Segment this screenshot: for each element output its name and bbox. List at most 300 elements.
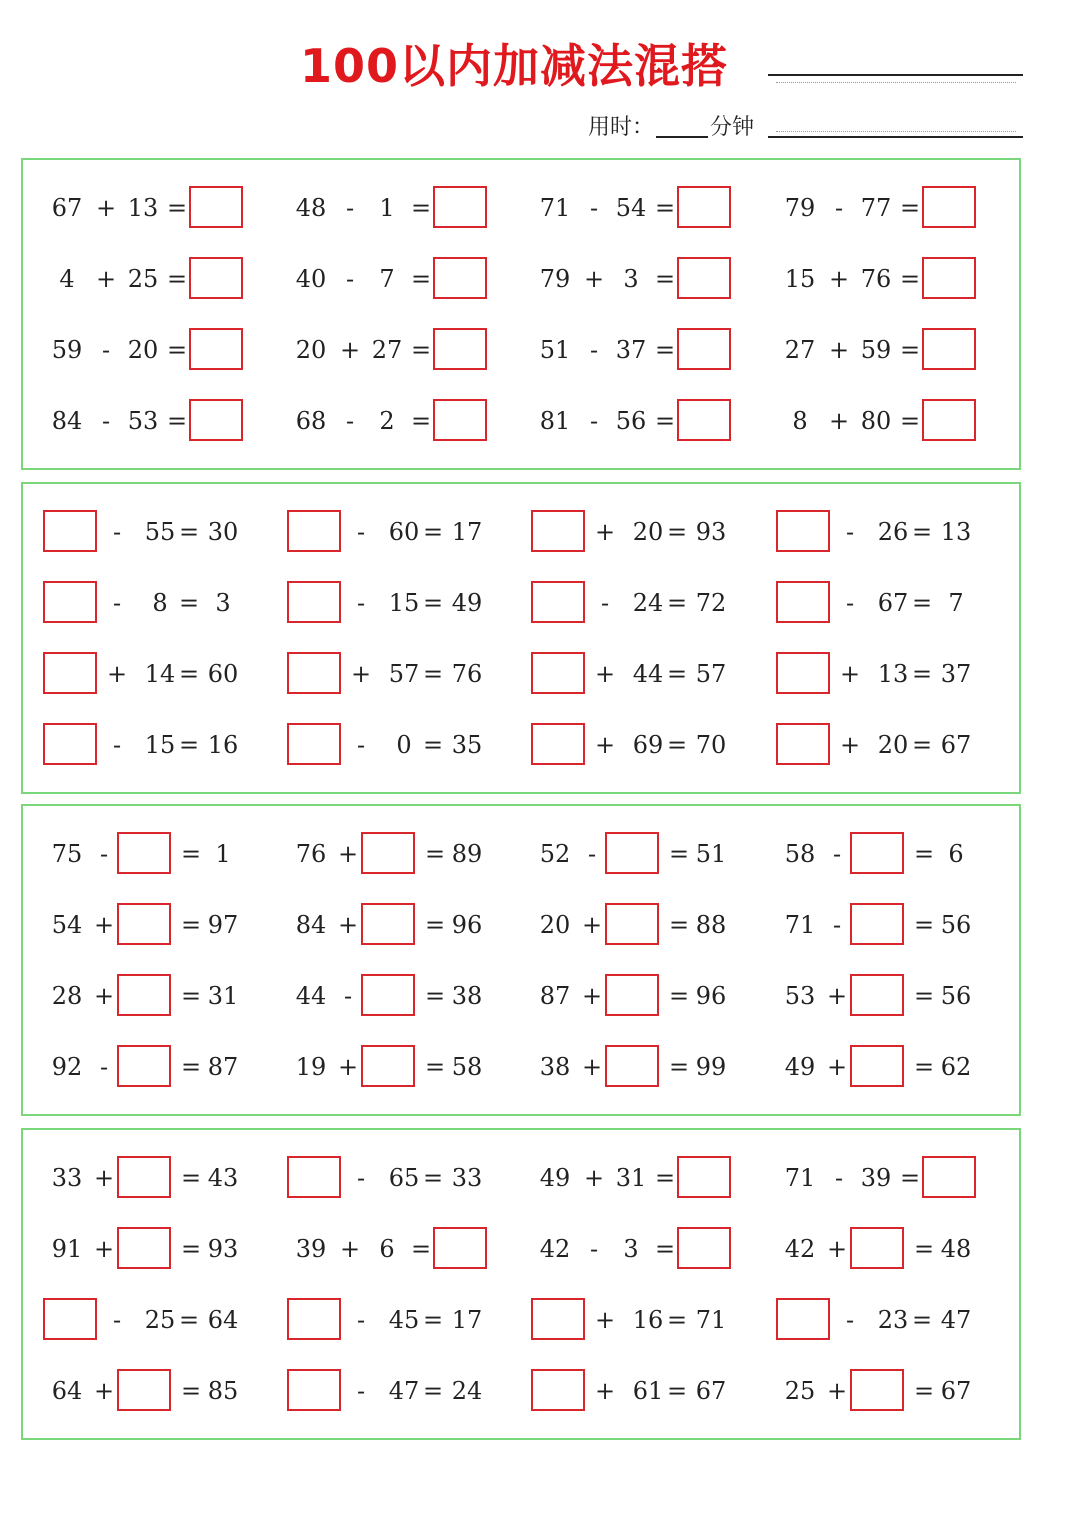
operator: - bbox=[99, 1053, 109, 1081]
answer-box[interactable] bbox=[361, 832, 415, 874]
number: 4 bbox=[59, 265, 75, 293]
equals-sign: = bbox=[911, 518, 933, 546]
page-title: 100以内加减法混搭 bbox=[300, 39, 729, 93]
number: 80 bbox=[860, 407, 892, 435]
equation bbox=[43, 652, 253, 696]
answer-box[interactable] bbox=[677, 1156, 731, 1198]
number: 13 bbox=[127, 194, 159, 222]
number: 49 bbox=[784, 1053, 816, 1081]
equation bbox=[43, 723, 253, 767]
operator: + bbox=[594, 518, 616, 546]
number: 84 bbox=[51, 407, 83, 435]
equation bbox=[776, 903, 986, 947]
answer-box[interactable] bbox=[922, 399, 976, 441]
answer-box[interactable] bbox=[922, 328, 976, 370]
equation bbox=[776, 832, 986, 876]
number: 77 bbox=[860, 194, 892, 222]
operator: - bbox=[589, 336, 599, 364]
number: 79 bbox=[539, 265, 571, 293]
answer-box[interactable] bbox=[287, 652, 341, 694]
number: 33 bbox=[451, 1164, 483, 1192]
number: 56 bbox=[940, 911, 972, 939]
number: 1 bbox=[215, 840, 231, 868]
number: 51 bbox=[539, 336, 571, 364]
equals-sign: = bbox=[424, 1053, 446, 1081]
answer-box[interactable] bbox=[677, 399, 731, 441]
operator: - bbox=[101, 336, 111, 364]
equals-sign: = bbox=[424, 982, 446, 1010]
equals-sign: = bbox=[422, 589, 444, 617]
equation bbox=[287, 1369, 497, 1413]
operator: - bbox=[99, 840, 109, 868]
answer-box[interactable] bbox=[43, 723, 97, 765]
operator: + bbox=[95, 194, 117, 222]
equation bbox=[43, 328, 253, 372]
number: 79 bbox=[784, 194, 816, 222]
operator: + bbox=[581, 911, 603, 939]
time-row bbox=[588, 110, 754, 141]
operator: - bbox=[345, 265, 355, 293]
equation bbox=[43, 257, 253, 301]
operator: - bbox=[834, 1164, 844, 1192]
equation bbox=[531, 1369, 741, 1413]
operator: - bbox=[101, 407, 111, 435]
operator: + bbox=[337, 840, 359, 868]
answer-box[interactable] bbox=[433, 1227, 487, 1269]
number: 15 bbox=[784, 265, 816, 293]
equals-sign: = bbox=[911, 731, 933, 759]
number: 20 bbox=[877, 731, 909, 759]
equals-sign: = bbox=[180, 1377, 202, 1405]
number: 25 bbox=[127, 265, 159, 293]
answer-box[interactable] bbox=[531, 510, 585, 552]
equals-sign: = bbox=[913, 1235, 935, 1263]
equation bbox=[531, 974, 741, 1018]
answer-box[interactable] bbox=[531, 1298, 585, 1340]
time-label: 用时： bbox=[588, 115, 655, 140]
equation bbox=[43, 1045, 253, 1089]
number: 39 bbox=[295, 1235, 327, 1263]
number: 65 bbox=[388, 1164, 420, 1192]
answer-box[interactable] bbox=[677, 328, 731, 370]
answer-box[interactable] bbox=[776, 652, 830, 694]
answer-box[interactable] bbox=[43, 1298, 97, 1340]
equation bbox=[43, 974, 253, 1018]
equation bbox=[531, 186, 741, 230]
equals-sign: = bbox=[166, 265, 188, 293]
number: 8 bbox=[792, 407, 808, 435]
number: 59 bbox=[51, 336, 83, 364]
equals-sign: = bbox=[178, 518, 200, 546]
answer-box[interactable] bbox=[117, 974, 171, 1016]
equals-sign: = bbox=[422, 660, 444, 688]
answer-box[interactable] bbox=[531, 1369, 585, 1411]
number: 81 bbox=[539, 407, 571, 435]
number: 59 bbox=[860, 336, 892, 364]
number: 54 bbox=[615, 194, 647, 222]
equation bbox=[287, 723, 497, 767]
equals-sign: = bbox=[422, 1306, 444, 1334]
answer-box[interactable] bbox=[433, 257, 487, 299]
equation bbox=[43, 186, 253, 230]
operator: - bbox=[589, 194, 599, 222]
operator: + bbox=[339, 336, 361, 364]
time-unit: 分钟 bbox=[710, 115, 755, 140]
operator: - bbox=[356, 518, 366, 546]
number: 31 bbox=[207, 982, 239, 1010]
operator: + bbox=[594, 731, 616, 759]
answer-box[interactable] bbox=[605, 832, 659, 874]
answer-box[interactable] bbox=[361, 903, 415, 945]
equals-sign: = bbox=[913, 1053, 935, 1081]
equals-sign: = bbox=[654, 265, 676, 293]
number: 0 bbox=[396, 731, 412, 759]
number: 48 bbox=[940, 1235, 972, 1263]
answer-box[interactable] bbox=[287, 510, 341, 552]
time-blank[interactable] bbox=[656, 136, 708, 138]
equals-sign: = bbox=[913, 840, 935, 868]
operator: - bbox=[845, 518, 855, 546]
answer-box[interactable] bbox=[117, 1227, 171, 1269]
equals-sign: = bbox=[654, 194, 676, 222]
equation bbox=[287, 581, 497, 625]
answer-box[interactable] bbox=[776, 1298, 830, 1340]
number: 38 bbox=[451, 982, 483, 1010]
number: 17 bbox=[451, 1306, 483, 1334]
number: 37 bbox=[940, 660, 972, 688]
answer-box[interactable] bbox=[43, 510, 97, 552]
equals-sign: = bbox=[410, 265, 432, 293]
answer-box[interactable] bbox=[361, 974, 415, 1016]
answer-box[interactable] bbox=[776, 510, 830, 552]
equation bbox=[776, 328, 986, 372]
equals-sign: = bbox=[911, 589, 933, 617]
time-dotted-guide bbox=[776, 131, 1016, 132]
number: 28 bbox=[51, 982, 83, 1010]
answer-box[interactable] bbox=[117, 1369, 171, 1411]
operator: - bbox=[356, 1164, 366, 1192]
answer-box[interactable] bbox=[776, 581, 830, 623]
equation bbox=[43, 1156, 253, 1200]
number: 58 bbox=[451, 1053, 483, 1081]
equation bbox=[531, 652, 741, 696]
answer-box[interactable] bbox=[43, 652, 97, 694]
number: 27 bbox=[371, 336, 403, 364]
equals-sign: = bbox=[178, 589, 200, 617]
operator: + bbox=[93, 1377, 115, 1405]
answer-box[interactable] bbox=[43, 581, 97, 623]
number: 47 bbox=[940, 1306, 972, 1334]
number: 43 bbox=[207, 1164, 239, 1192]
number: 33 bbox=[51, 1164, 83, 1192]
operator: + bbox=[828, 336, 850, 364]
answer-box[interactable] bbox=[850, 1045, 904, 1087]
operator: - bbox=[356, 1377, 366, 1405]
answer-box[interactable] bbox=[531, 652, 585, 694]
equals-sign: = bbox=[410, 336, 432, 364]
number: 64 bbox=[207, 1306, 239, 1334]
answer-box[interactable] bbox=[531, 581, 585, 623]
number: 20 bbox=[127, 336, 159, 364]
equation bbox=[287, 399, 497, 443]
equation bbox=[287, 903, 497, 947]
equation bbox=[531, 832, 741, 876]
operator: - bbox=[356, 1306, 366, 1334]
equals-sign: = bbox=[913, 911, 935, 939]
answer-box[interactable] bbox=[117, 832, 171, 874]
equals-sign: = bbox=[166, 336, 188, 364]
number: 56 bbox=[940, 982, 972, 1010]
answer-box[interactable] bbox=[361, 1045, 415, 1087]
number: 47 bbox=[388, 1377, 420, 1405]
number: 24 bbox=[451, 1377, 483, 1405]
operator: + bbox=[839, 660, 861, 688]
number: 6 bbox=[379, 1235, 395, 1263]
answer-box[interactable] bbox=[287, 1369, 341, 1411]
operator: - bbox=[845, 1306, 855, 1334]
answer-box[interactable] bbox=[287, 1156, 341, 1198]
number: 49 bbox=[451, 589, 483, 617]
answer-box[interactable] bbox=[850, 1227, 904, 1269]
name-line[interactable] bbox=[768, 74, 1023, 76]
equals-sign: = bbox=[166, 194, 188, 222]
equals-sign: = bbox=[180, 1053, 202, 1081]
answer-box[interactable] bbox=[287, 1298, 341, 1340]
equation bbox=[776, 581, 986, 625]
number: 93 bbox=[207, 1235, 239, 1263]
equals-sign: = bbox=[180, 982, 202, 1010]
number: 55 bbox=[144, 518, 176, 546]
number: 76 bbox=[860, 265, 892, 293]
number: 92 bbox=[51, 1053, 83, 1081]
answer-box[interactable] bbox=[850, 974, 904, 1016]
operator: - bbox=[834, 194, 844, 222]
number: 67 bbox=[51, 194, 83, 222]
number: 27 bbox=[784, 336, 816, 364]
answer-box[interactable] bbox=[531, 723, 585, 765]
equals-sign: = bbox=[180, 911, 202, 939]
operator: + bbox=[106, 660, 128, 688]
equation bbox=[287, 186, 497, 230]
number: 87 bbox=[207, 1053, 239, 1081]
number: 60 bbox=[207, 660, 239, 688]
equals-sign: = bbox=[654, 1235, 676, 1263]
answer-box[interactable] bbox=[117, 1045, 171, 1087]
answer-box[interactable] bbox=[850, 1369, 904, 1411]
operator: - bbox=[600, 589, 610, 617]
equals-sign: = bbox=[668, 1053, 690, 1081]
equals-sign: = bbox=[424, 911, 446, 939]
equation bbox=[776, 186, 986, 230]
operator: - bbox=[356, 731, 366, 759]
answer-box[interactable] bbox=[287, 581, 341, 623]
answer-box[interactable] bbox=[117, 1156, 171, 1198]
equals-sign: = bbox=[913, 982, 935, 1010]
equals-sign: = bbox=[668, 982, 690, 1010]
equals-sign: = bbox=[899, 407, 921, 435]
answer-box[interactable] bbox=[677, 186, 731, 228]
equation bbox=[287, 1298, 497, 1342]
equals-sign: = bbox=[668, 911, 690, 939]
number: 99 bbox=[695, 1053, 727, 1081]
number: 96 bbox=[451, 911, 483, 939]
number: 13 bbox=[940, 518, 972, 546]
operator: + bbox=[337, 1053, 359, 1081]
number: 3 bbox=[623, 265, 639, 293]
operator: + bbox=[826, 1377, 848, 1405]
equation bbox=[531, 399, 741, 443]
exercise-section bbox=[21, 158, 1021, 470]
equation bbox=[531, 903, 741, 947]
number: 76 bbox=[451, 660, 483, 688]
answer-box[interactable] bbox=[433, 186, 487, 228]
equation bbox=[287, 974, 497, 1018]
number: 75 bbox=[51, 840, 83, 868]
number: 56 bbox=[615, 407, 647, 435]
number: 70 bbox=[695, 731, 727, 759]
equation bbox=[287, 328, 497, 372]
answer-box[interactable] bbox=[922, 186, 976, 228]
number: 96 bbox=[695, 982, 727, 1010]
number: 44 bbox=[632, 660, 664, 688]
number: 24 bbox=[632, 589, 664, 617]
number: 39 bbox=[860, 1164, 892, 1192]
answer-box[interactable] bbox=[776, 723, 830, 765]
number: 42 bbox=[784, 1235, 816, 1263]
equals-sign: = bbox=[911, 1306, 933, 1334]
equation bbox=[287, 257, 497, 301]
answer-box[interactable] bbox=[677, 257, 731, 299]
equals-sign: = bbox=[899, 1164, 921, 1192]
number: 89 bbox=[451, 840, 483, 868]
equals-sign: = bbox=[422, 731, 444, 759]
equals-sign: = bbox=[666, 518, 688, 546]
number: 25 bbox=[144, 1306, 176, 1334]
operator: + bbox=[581, 982, 603, 1010]
operator: + bbox=[826, 982, 848, 1010]
number: 71 bbox=[539, 194, 571, 222]
answer-box[interactable] bbox=[117, 903, 171, 945]
answer-box[interactable] bbox=[605, 974, 659, 1016]
equals-sign: = bbox=[410, 194, 432, 222]
number: 49 bbox=[539, 1164, 571, 1192]
operator: + bbox=[583, 1164, 605, 1192]
equation bbox=[287, 652, 497, 696]
number: 76 bbox=[295, 840, 327, 868]
number: 67 bbox=[940, 731, 972, 759]
answer-box[interactable] bbox=[189, 399, 243, 441]
time-line[interactable] bbox=[768, 136, 1023, 138]
equation bbox=[776, 652, 986, 696]
answer-box[interactable] bbox=[605, 1045, 659, 1087]
name-dotted-guide bbox=[776, 82, 1016, 83]
operator: - bbox=[345, 407, 355, 435]
exercise-section bbox=[21, 1128, 1021, 1440]
equation bbox=[287, 1045, 497, 1089]
operator: - bbox=[832, 840, 842, 868]
number: 38 bbox=[539, 1053, 571, 1081]
equation bbox=[531, 328, 741, 372]
operator: + bbox=[93, 911, 115, 939]
number: 60 bbox=[388, 518, 420, 546]
answer-box[interactable] bbox=[850, 832, 904, 874]
operator: - bbox=[589, 407, 599, 435]
number: 44 bbox=[295, 982, 327, 1010]
number: 53 bbox=[784, 982, 816, 1010]
equation bbox=[776, 974, 986, 1018]
number: 26 bbox=[877, 518, 909, 546]
equation bbox=[531, 581, 741, 625]
answer-box[interactable] bbox=[677, 1227, 731, 1269]
equals-sign: = bbox=[899, 265, 921, 293]
number: 7 bbox=[948, 589, 964, 617]
answer-box[interactable] bbox=[433, 399, 487, 441]
answer-box[interactable] bbox=[850, 903, 904, 945]
operator: - bbox=[587, 840, 597, 868]
number: 67 bbox=[877, 589, 909, 617]
operator: + bbox=[581, 1053, 603, 1081]
number: 71 bbox=[695, 1306, 727, 1334]
answer-box[interactable] bbox=[189, 257, 243, 299]
answer-box[interactable] bbox=[433, 328, 487, 370]
equals-sign: = bbox=[911, 660, 933, 688]
number: 51 bbox=[695, 840, 727, 868]
answer-box[interactable] bbox=[922, 257, 976, 299]
answer-box[interactable] bbox=[922, 1156, 976, 1198]
equals-sign: = bbox=[899, 336, 921, 364]
answer-box[interactable] bbox=[605, 903, 659, 945]
operator: + bbox=[839, 731, 861, 759]
equals-sign: = bbox=[180, 840, 202, 868]
operator: + bbox=[95, 265, 117, 293]
number: 2 bbox=[379, 407, 395, 435]
number: 17 bbox=[451, 518, 483, 546]
equation bbox=[776, 510, 986, 554]
equals-sign: = bbox=[666, 660, 688, 688]
number: 8 bbox=[152, 589, 168, 617]
answer-box[interactable] bbox=[287, 723, 341, 765]
number: 68 bbox=[295, 407, 327, 435]
equation bbox=[776, 1156, 986, 1200]
equation bbox=[43, 832, 253, 876]
answer-box[interactable] bbox=[189, 186, 243, 228]
equation bbox=[531, 723, 741, 767]
number: 57 bbox=[388, 660, 420, 688]
number: 57 bbox=[695, 660, 727, 688]
number: 16 bbox=[632, 1306, 664, 1334]
operator: - bbox=[345, 194, 355, 222]
equation bbox=[287, 510, 497, 554]
number: 87 bbox=[539, 982, 571, 1010]
number: 13 bbox=[877, 660, 909, 688]
operator: - bbox=[112, 731, 122, 759]
equation bbox=[776, 399, 986, 443]
equals-sign: = bbox=[410, 407, 432, 435]
equation bbox=[531, 1045, 741, 1089]
equals-sign: = bbox=[666, 1377, 688, 1405]
operator: + bbox=[583, 265, 605, 293]
answer-box[interactable] bbox=[189, 328, 243, 370]
equals-sign: = bbox=[178, 1306, 200, 1334]
equals-sign: = bbox=[178, 660, 200, 688]
operator: + bbox=[93, 1235, 115, 1263]
equals-sign: = bbox=[913, 1377, 935, 1405]
operator: + bbox=[826, 1235, 848, 1263]
number: 71 bbox=[784, 1164, 816, 1192]
operator: + bbox=[594, 1306, 616, 1334]
number: 71 bbox=[784, 911, 816, 939]
equals-sign: = bbox=[422, 1377, 444, 1405]
